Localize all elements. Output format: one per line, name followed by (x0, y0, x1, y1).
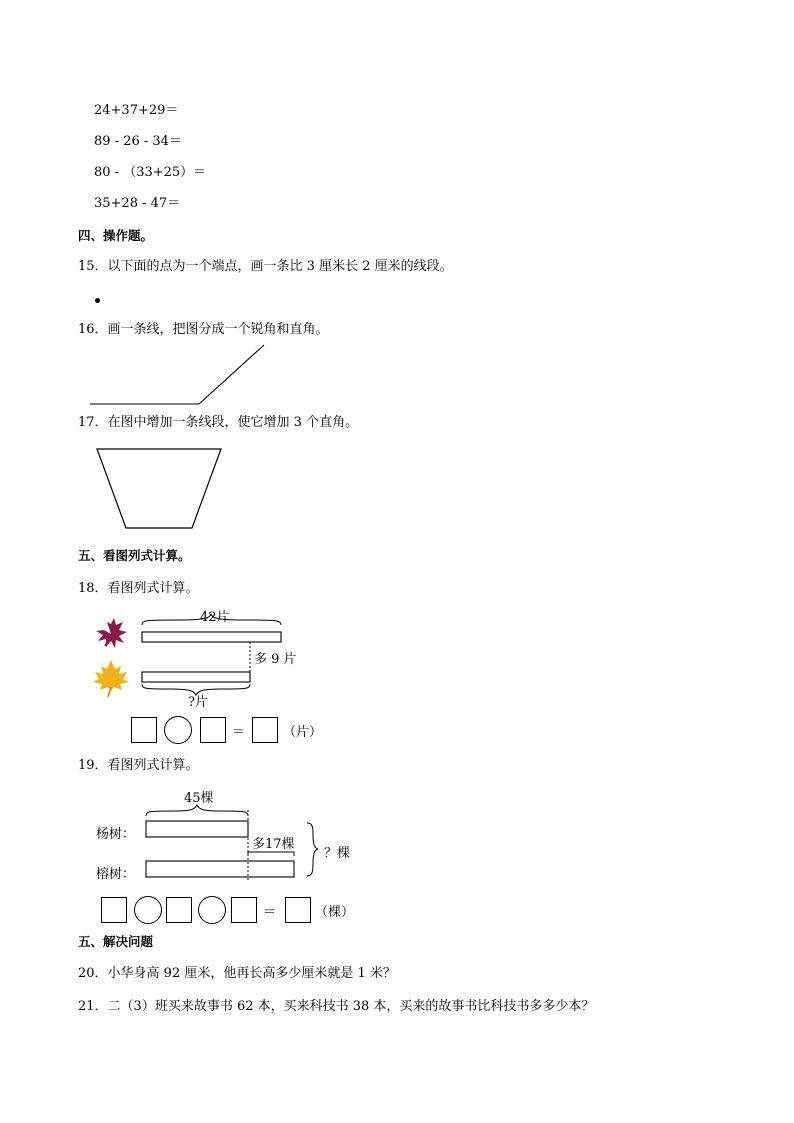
bar-banyan (146, 861, 294, 877)
bar-poplar (146, 821, 248, 837)
unit-label: （棵） (315, 905, 355, 920)
label-more-9: 多 9 片 (254, 652, 297, 667)
answer-box-result[interactable] (285, 897, 311, 923)
label-unknown: ?片 (188, 695, 208, 710)
label-banyan: 榕树： (96, 867, 136, 882)
expression-1: 24+37+29＝ (94, 103, 179, 118)
unit-label: （片） (283, 725, 323, 740)
brace-total (307, 823, 318, 876)
answer-box-1[interactable] (101, 897, 127, 923)
brace-45 (146, 805, 248, 816)
section-title-problems: 五、解决问题 (78, 934, 154, 949)
question-19: 19．看图列式计算。 (78, 758, 199, 773)
operator-circle-2[interactable] (198, 896, 226, 924)
expression-2: 89 - 26 - 34＝ (94, 134, 182, 149)
question-21: 21．二（3）班买来故事书 62 本，买来科技书 38 本，买来的故事书比科技书多多少本？ (78, 999, 595, 1014)
expression-3: 80 - （33+25）＝ (94, 165, 207, 180)
section-title-diagram-calc: 五、看图列式计算。 (78, 548, 191, 563)
answer-box-3[interactable] (231, 897, 257, 923)
question-16: 16．画一条线，把图分成一个锐角和直角。 (78, 322, 329, 337)
brace-17 (248, 852, 294, 856)
equals-sign: ＝ (263, 905, 277, 920)
question-15: 15．以下面的点为一个端点，画一条比 3 厘米长 2 厘米的线段。 (78, 259, 453, 274)
label-more-17: 多17棵 (252, 837, 295, 852)
question-20: 20．小华身高 92 厘米，他再长高多少厘米就是 1 米？ (78, 966, 396, 981)
label-45: 45棵 (184, 791, 214, 806)
question-18: 18．看图列式计算。 (78, 581, 199, 596)
answer-box-2[interactable] (166, 897, 192, 923)
expression-4: 35+28 - 47＝ (94, 196, 181, 211)
label-total-question: ？棵 (324, 846, 351, 861)
question-17: 17．在图中增加一条线段，使它增加 3 个直角。 (78, 415, 359, 430)
label-poplar: 杨树： (96, 827, 136, 842)
equals-sign: ＝ (232, 725, 246, 740)
section-title-operation: 四、操作题。 (78, 228, 154, 243)
label-42: 42片 (200, 610, 230, 625)
operator-circle-1[interactable] (134, 896, 162, 924)
